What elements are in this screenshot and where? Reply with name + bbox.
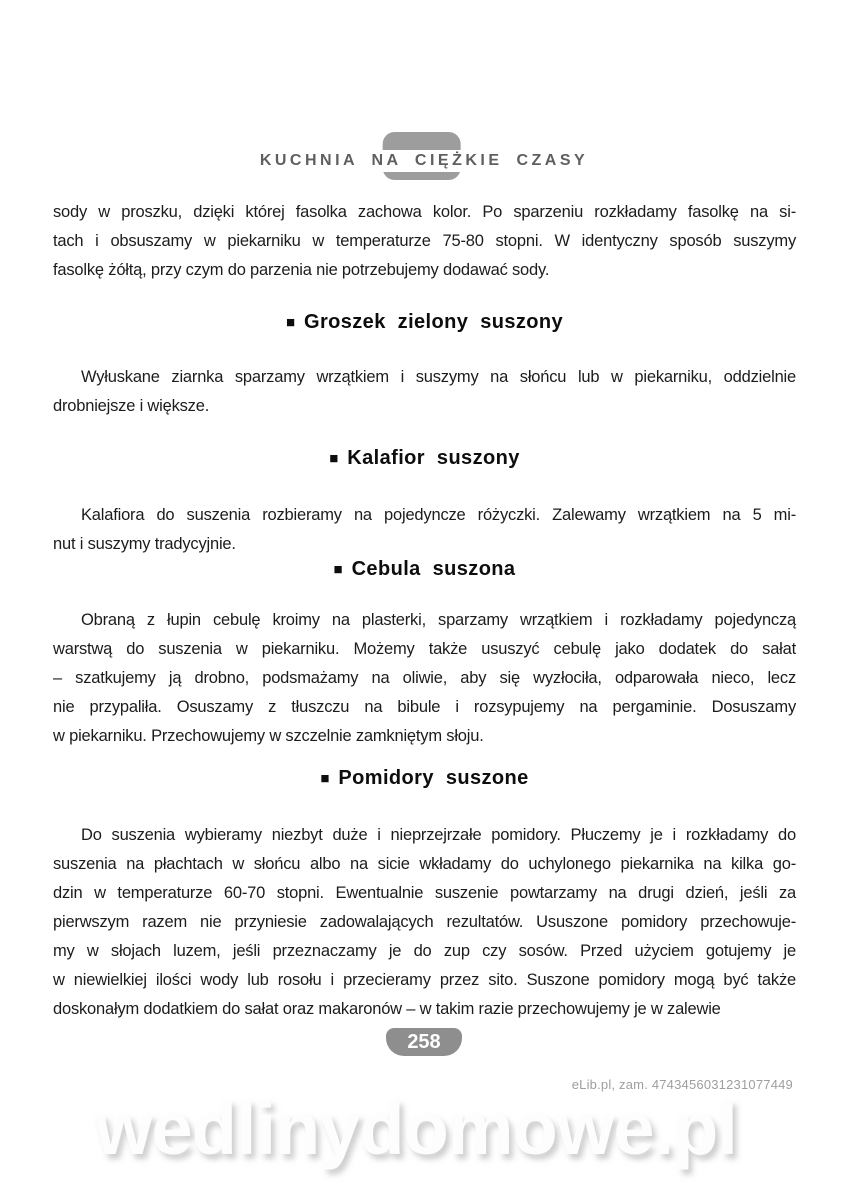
paragraph-line: tach i obsuszamy w piekarniku w temperaturze 75-80 stopni. W identyczny sposób suszymy xyxy=(53,232,796,250)
paragraph xyxy=(53,606,796,751)
section-heading-label: Cebula suszona xyxy=(351,558,516,580)
chapter-title-row xyxy=(0,150,848,172)
chapter-title: KUCHNIA NA CIĘŻKIE CZASY xyxy=(246,150,602,172)
paragraph-line: my w słojach luzem, jeśli przeznaczamy je do zup czy sosów. Przed użyciem gotujemy je xyxy=(53,942,796,960)
chapter-header xyxy=(0,0,848,190)
paragraph-line: fasolkę żółtą, przy czym do parzenia nie potrzebujemy dodawać sody. xyxy=(53,261,550,279)
watermark: wedlinydomowe.pl xyxy=(95,1087,737,1170)
paragraph xyxy=(53,821,796,1024)
page-content xyxy=(53,198,796,1024)
square-bullet-icon: ■ xyxy=(320,770,330,787)
paragraph-line: Kalafiora do suszenia rozbieramy na pojedyncze różyczki. Zalewamy wrzątkiem na 5 mi- xyxy=(81,506,796,524)
square-bullet-icon: ■ xyxy=(285,314,295,331)
paragraph-line: doskonałym dodatkiem do sałat oraz makaronów – w takim razie przechowujemy je w zalewie xyxy=(53,1000,721,1018)
page-number-badge: 258 xyxy=(386,1028,462,1056)
section-heading xyxy=(53,557,796,582)
paragraph-line: w niewielkiej ilości wody lub rosołu i przecieramy przez sito. Suszone pomidory mogą być także xyxy=(53,971,796,989)
section-heading-label: Kalafior suszony xyxy=(347,447,520,469)
paragraph-line: – szatkujemy ją drobno, podsmażamy na oliwie, aby się wyzłociła, odparowała nieco, lecz xyxy=(53,669,796,687)
section-heading-label: Pomidory suszone xyxy=(338,767,529,789)
paragraph xyxy=(53,198,796,285)
paragraph-line: Obraną z łupin cebulę kroimy na plasterki, sparzamy wrzątkiem i rozkładamy pojedynczą xyxy=(81,611,796,629)
paragraph-line: Wyłuskane ziarnka sparzamy wrzątkiem i suszymy na słońcu lub w piekarniku, oddzielnie xyxy=(81,368,796,386)
paragraph-line: drobniejsze i większe. xyxy=(53,397,210,415)
footer-note: eLib.pl, zam. 4743456031231077449 xyxy=(571,1077,793,1092)
paragraph-line: pierwszym razem nie przyniesie zadowalających rezultatów. Ususzone pomidory przechowuje- xyxy=(53,913,796,931)
section-heading xyxy=(53,310,796,335)
paragraph-line: w piekarniku. Przechowujemy w szczelnie zamkniętym słoju. xyxy=(53,727,484,745)
square-bullet-icon: ■ xyxy=(329,450,339,467)
paragraph-line: suszenia na płachtach w słońcu albo na sicie wkładamy do uchylonego piekarnika na kilka go- xyxy=(53,855,796,873)
paragraph-line: Do suszenia wybieramy niezbyt duże i nieprzejrzałe pomidory. Płuczemy je i rozkładamy do xyxy=(81,826,796,844)
square-bullet-icon: ■ xyxy=(333,561,343,578)
section-heading xyxy=(53,446,796,471)
paragraph xyxy=(53,363,796,421)
section-heading-label: Groszek zielony suszony xyxy=(304,311,564,333)
paragraph-line: dzin w temperaturze 60-70 stopni. Ewentualnie suszenie powtarzamy na drugi dzień, jeśli za xyxy=(53,884,796,902)
paragraph-line: nie przypaliła. Osuszamy z tłuszczu na bibule i rozsypujemy na pergaminie. Dosuszamy xyxy=(53,698,796,716)
paragraph-line: sody w proszku, dzięki której fasolka zachowa kolor. Po sparzeniu rozkładamy fasolkę na si- xyxy=(53,203,796,221)
section-heading xyxy=(53,766,796,791)
paragraph-line: nut i suszymy tradycyjnie. xyxy=(53,535,236,553)
paragraph xyxy=(53,501,796,559)
paragraph-line: warstwą do suszenia w piekarniku. Możemy także ususzyć cebulę jako dodatek do sałat xyxy=(53,640,796,658)
